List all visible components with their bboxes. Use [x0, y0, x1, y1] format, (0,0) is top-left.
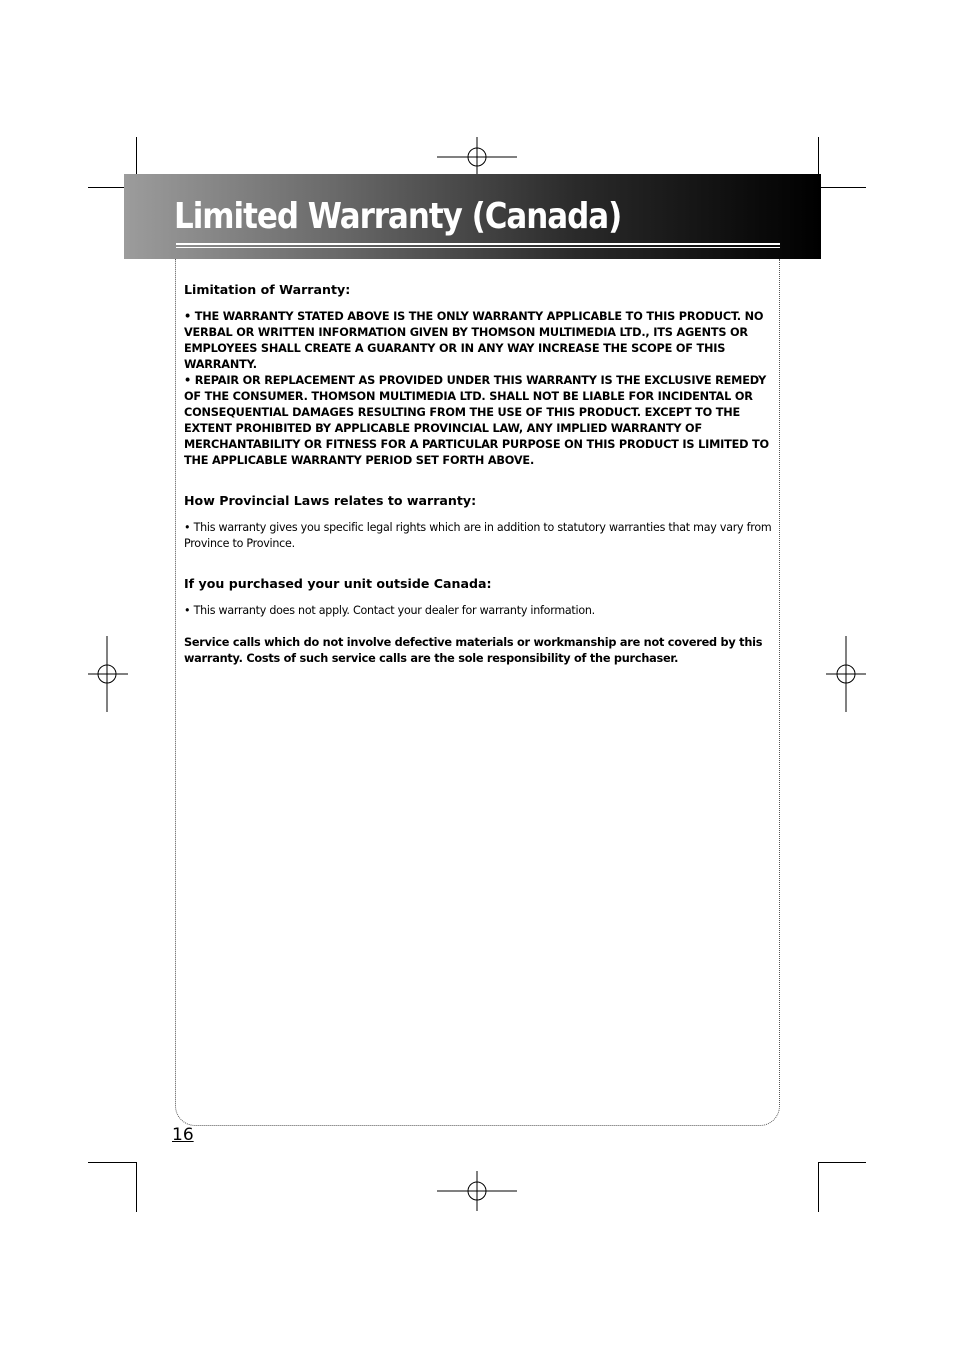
crop-mark	[88, 1162, 137, 1163]
outside-canada-bullet: • This warranty does not apply. Contact your dealer for warranty information.	[184, 604, 595, 617]
registration-mark-icon	[437, 137, 517, 177]
provincial-bullet: • This warranty gives you specific legal rights which are in addition to statutory warranties that may vary from Province to Province.	[184, 521, 772, 550]
title-underline	[176, 247, 780, 248]
provincial-section	[184, 492, 772, 552]
limitation-section	[184, 281, 772, 469]
registration-mark-icon	[826, 636, 866, 712]
section-heading: If you purchased your unit outside Canada:	[184, 576, 492, 591]
outside-canada-section	[184, 575, 772, 619]
section-heading: How Provincial Laws relates to warranty:	[184, 493, 477, 508]
registration-mark-icon	[437, 1171, 517, 1211]
limitation-bullet: • THE WARRANTY STATED ABOVE IS THE ONLY WARRANTY APPLICABLE TO THIS PRODUCT. NO VERBAL OR WRITTEN INFORMATION GIVEN BY THOMSON MULTIMEDIA LTD., ITS AGENTS OR EMPLOYEES SHALL CREATE A GUARANTY OR IN ANY WAY INCREASE THE SCOPE OF THIS WARRANTY.	[184, 310, 764, 371]
section-heading: Limitation of Warranty:	[184, 282, 351, 297]
page-title: Limited Warranty (Canada)	[174, 196, 622, 237]
title-underline	[176, 243, 780, 245]
crop-mark	[136, 1162, 137, 1212]
registration-mark-icon	[88, 636, 128, 712]
page-number: 16	[172, 1125, 194, 1145]
crop-mark	[818, 1162, 866, 1163]
header-banner	[124, 174, 821, 259]
limitation-bullet: • REPAIR OR REPLACEMENT AS PROVIDED UNDER THIS WARRANTY IS THE EXCLUSIVE REMEDY OF THE CONSUMER. THOMSON MULTIMEDIA LTD. SHALL NOT BE LIABLE FOR INCIDENTAL OR CONSEQUENTIAL DAMAGES RESULTING FROM THE USE OF THIS PRODUCT. EXCEPT TO THE EXTENT PROHIBITED BY APPLICABLE PROVINCIAL LAW, ANY IMPLIED WARRANTY OF MERCHANTABILITY OR FITNESS FOR A PARTICULAR PURPOSE ON THIS PRODUCT IS LIMITED TO THE APPLICABLE WARRANTY PERIOD SET FORTH ABOVE.	[184, 374, 769, 467]
crop-mark	[818, 187, 866, 188]
crop-mark	[818, 1162, 819, 1212]
content-body	[184, 281, 772, 667]
service-calls-note: Service calls which do not involve defective materials or workmanship are not covered by this warranty. Costs of such service calls are the sole responsibility of the purchaser.	[184, 636, 763, 665]
